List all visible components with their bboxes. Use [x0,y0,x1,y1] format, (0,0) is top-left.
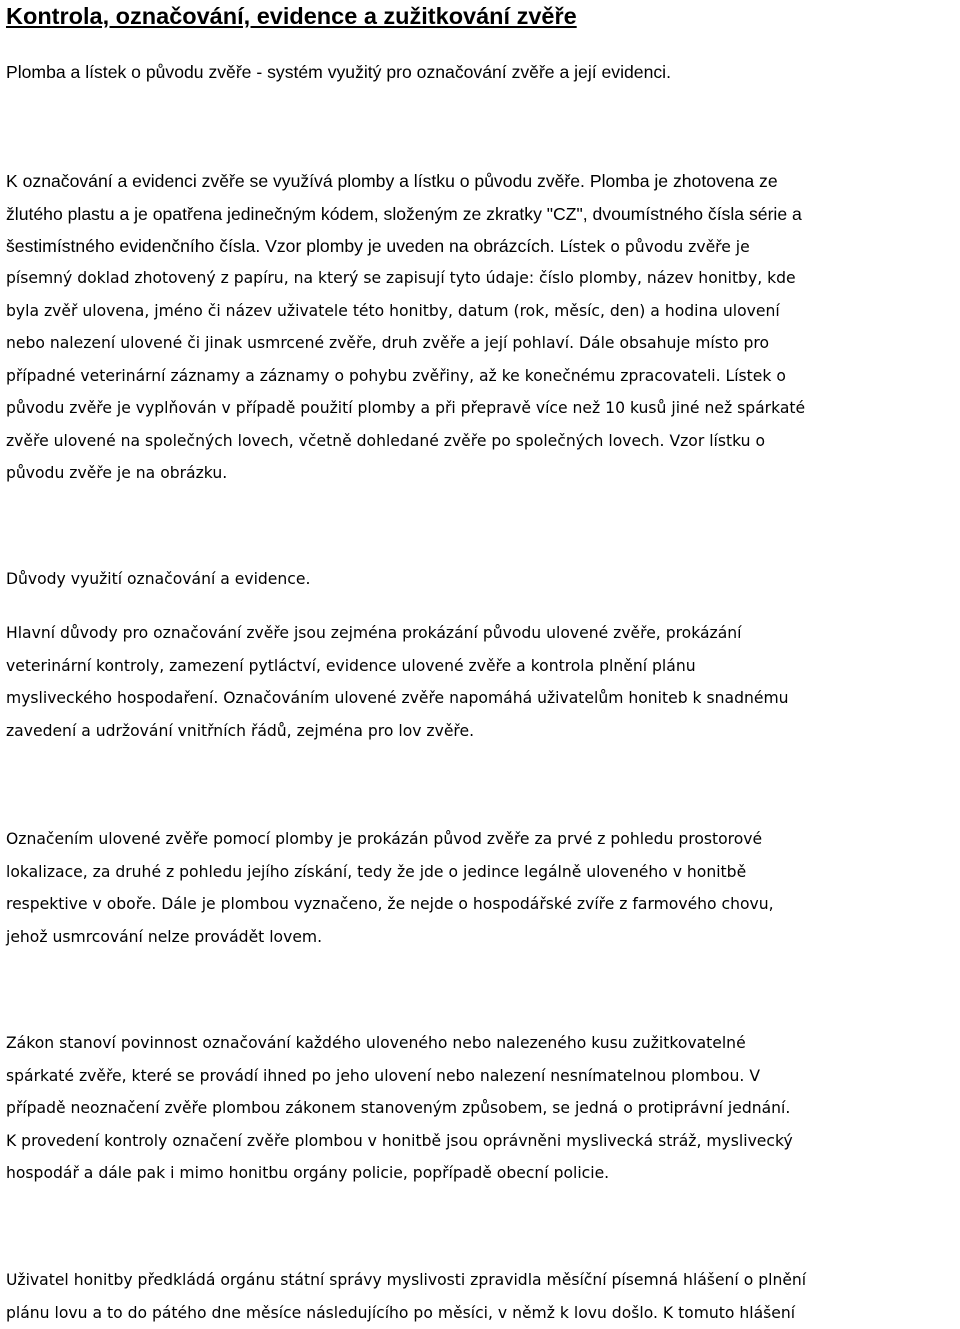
paragraph-listek [6,262,805,490]
paragraph-line: zavedení a udržování vnitřních řádů, zejména pro lov zvěře. [6,721,475,740]
paragraph-line-part: šestimístného evidenčního čísla. Vzor plomby je uveden na obrázcích. [6,236,560,256]
paragraph-line: zvěře ulovené na společných lovech, včetně dohledané zvěře po společných lovech. Vzor lístku o [6,431,766,450]
document-title: Kontrola, označování, evidence a zužitkování zvěře [6,3,577,29]
paragraph-line: veterinární kontroly, zamezení pytláctví, evidence ulovené zvěře a kontrola plnění plánu [6,656,696,675]
paragraph-oznaceni [6,823,774,953]
document-subtitle: Plomba a lístek o původu zvěře - systém využitý pro označování zvěře a její evidenci. [6,62,671,82]
paragraph-line: respektive v oboře. Dále je plombou vyznačeno, že nejde o hospodářské zvíře z farmového chovu, [6,895,774,913]
paragraph-line: žlutého plastu a je opatřena jedinečným kódem, složeným ze zkratky "CZ", dvoumístného čísla série a [6,203,802,224]
paragraph-zakon [6,1027,793,1190]
paragraph-line: písemný doklad zhotovený z papíru, na který se zapisují tyto údaje: číslo plomby, název honitby, kde [6,269,796,287]
paragraph-line: lokalizace, za druhé z pohledu jejího získání, tedy že jde o jedince legálně uloveného v honitbě [6,862,747,881]
paragraph-plomba-intro [6,165,802,264]
section-heading: Důvody využití označování a evidence. [6,570,311,588]
paragraph-line: Hlavní důvody pro označování zvěře jsou zejména prokázání původu ulovené zvěře, prokázání [6,624,742,642]
paragraph-hlaseni [6,1264,806,1329]
paragraph-line [6,230,802,264]
paragraph-line: K označování a evidenci zvěře se využívá plomby a lístku o původu zvěře. Plomba je zhotovena ze [6,171,778,191]
paragraph-line: plánu lovu a to do pátého dne měsíce následujícího po měsíci, v němž k lovu došlo. K tomuto hlášení [6,1303,796,1322]
paragraph-line: Uživatel honitby předkládá orgánu státní správy myslivosti zpravidla měsíční písemná hlášení o plnění [6,1271,807,1289]
paragraph-line: byla zvěř ulovena, jméno či název uživatele této honitby, datum (rok, měsíc, den) a hodina ulovení [6,301,780,320]
paragraph-line: mysliveckého hospodaření. Označováním ulovené zvěře napomáhá uživatelům honiteb k snadnému [6,689,789,707]
paragraph-duvody [6,617,789,747]
paragraph-line: původu zvěře je vyplňován v případě použití plomby a při přepravě více než 10 kusů jiné než spárkaté [6,399,806,417]
paragraph-line: původu zvěře je na obrázku. [6,464,228,482]
paragraph-line: K provedení kontroly označení zvěře plombou v honitbě jsou oprávněni myslivecká stráž, myslivecký [6,1131,793,1150]
paragraph-line-part: Lístek o původu zvěře je [559,238,750,256]
paragraph-line: spárkaté zvěře, které se provádí ihned po jeho ulovení nebo nalezení nesnímatelnou plombou. V [6,1066,760,1085]
paragraph-line: případné veterinární záznamy a záznamy o pohybu zvěřiny, až ke konečnému zpracovateli. Lístek o [6,366,786,385]
paragraph-line: jehož usmrcování nelze provádět lovem. [6,927,323,946]
paragraph-line: Označením ulovené zvěře pomocí plomby je prokázán původ zvěře za prvé z pohledu prostorové [6,830,763,848]
paragraph-line: nebo nalezení ulovené či jinak usmrcené zvěře, druh zvěře a její pohlaví. Dále obsahuje místo pro [6,334,769,352]
paragraph-line: případě neoznačení zvěře plombou zákonem stanoveným způsobem, se jedná o protiprávní jednání. [6,1099,791,1117]
paragraph-line: hospodář a dále pak i mimo honitbu orgány policie, popřípadě obecní policie. [6,1164,610,1182]
paragraph-line: Zákon stanoví povinnost označování každého uloveného nebo nalezeného kusu zužitkovatelné [6,1034,746,1052]
